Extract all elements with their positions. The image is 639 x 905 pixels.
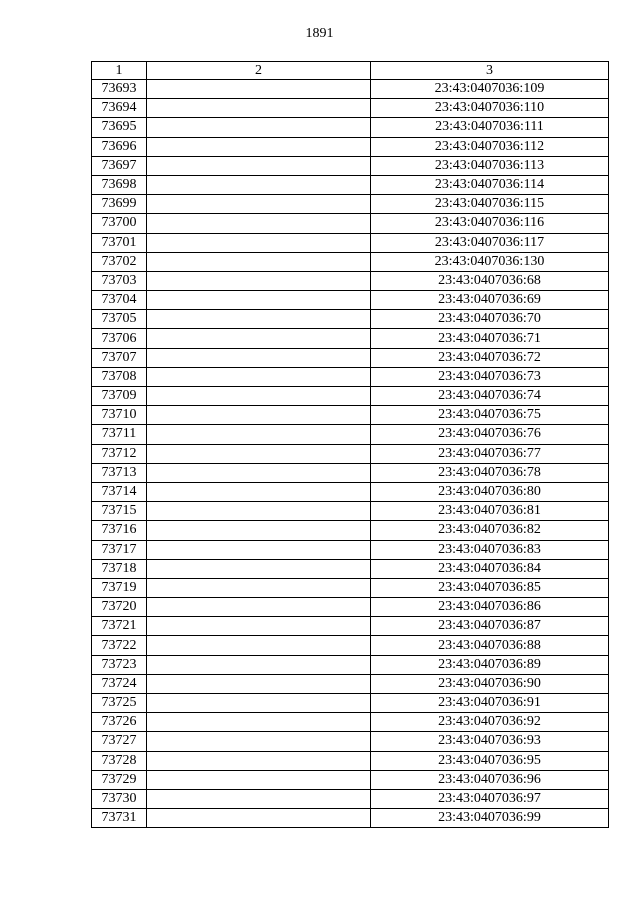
cell-cadastral-number: 23:43:0407036:113 xyxy=(371,156,609,175)
cell-column-2 xyxy=(147,809,371,828)
cell-cadastral-number: 23:43:0407036:93 xyxy=(371,732,609,751)
cell-number: 73719 xyxy=(92,578,147,597)
table-row xyxy=(92,387,609,406)
cell-cadastral-number: 23:43:0407036:83 xyxy=(371,540,609,559)
cell-number: 73724 xyxy=(92,674,147,693)
cell-cadastral-number: 23:43:0407036:74 xyxy=(371,387,609,406)
cell-number: 73696 xyxy=(92,137,147,156)
cell-number: 73726 xyxy=(92,713,147,732)
table-row xyxy=(92,367,609,386)
column-header-3: 3 xyxy=(371,62,609,80)
cell-cadastral-number: 23:43:0407036:80 xyxy=(371,482,609,501)
table-header xyxy=(92,62,609,80)
cell-column-2 xyxy=(147,195,371,214)
cell-number: 73700 xyxy=(92,214,147,233)
cell-number: 73704 xyxy=(92,291,147,310)
cell-column-2 xyxy=(147,214,371,233)
cell-cadastral-number: 23:43:0407036:78 xyxy=(371,463,609,482)
cell-column-2 xyxy=(147,694,371,713)
cell-column-2 xyxy=(147,406,371,425)
cell-column-2 xyxy=(147,482,371,501)
page-number: 1891 xyxy=(305,26,334,41)
table-row xyxy=(92,233,609,252)
cell-column-2 xyxy=(147,770,371,789)
table-row xyxy=(92,521,609,540)
cell-number: 73715 xyxy=(92,502,147,521)
cell-number: 73693 xyxy=(92,80,147,99)
cell-column-2 xyxy=(147,789,371,808)
cell-column-2 xyxy=(147,444,371,463)
cell-column-2 xyxy=(147,137,371,156)
cell-cadastral-number: 23:43:0407036:117 xyxy=(371,233,609,252)
cell-column-2 xyxy=(147,175,371,194)
cell-column-2 xyxy=(147,713,371,732)
cell-column-2 xyxy=(147,674,371,693)
cell-cadastral-number: 23:43:0407036:84 xyxy=(371,559,609,578)
table-row xyxy=(92,310,609,329)
cell-column-2 xyxy=(147,156,371,175)
cell-column-2 xyxy=(147,521,371,540)
cell-column-2 xyxy=(147,329,371,348)
cell-number: 73709 xyxy=(92,387,147,406)
cell-cadastral-number: 23:43:0407036:69 xyxy=(371,291,609,310)
cell-cadastral-number: 23:43:0407036:82 xyxy=(371,521,609,540)
table-row xyxy=(92,694,609,713)
cell-number: 73708 xyxy=(92,367,147,386)
cell-number: 73695 xyxy=(92,118,147,137)
cell-column-2 xyxy=(147,233,371,252)
cell-cadastral-number: 23:43:0407036:116 xyxy=(371,214,609,233)
table-row xyxy=(92,732,609,751)
cell-cadastral-number: 23:43:0407036:109 xyxy=(371,80,609,99)
column-header-1: 1 xyxy=(92,62,147,80)
cell-cadastral-number: 23:43:0407036:87 xyxy=(371,617,609,636)
cell-column-2 xyxy=(147,636,371,655)
cell-column-2 xyxy=(147,310,371,329)
cell-cadastral-number: 23:43:0407036:81 xyxy=(371,502,609,521)
cell-number: 73729 xyxy=(92,770,147,789)
table-row xyxy=(92,559,609,578)
cell-number: 73711 xyxy=(92,425,147,444)
table-body xyxy=(92,80,609,828)
cell-cadastral-number: 23:43:0407036:72 xyxy=(371,348,609,367)
table-row xyxy=(92,175,609,194)
cell-column-2 xyxy=(147,655,371,674)
cell-column-2 xyxy=(147,540,371,559)
table-row xyxy=(92,425,609,444)
table-row xyxy=(92,598,609,617)
table-row xyxy=(92,770,609,789)
cell-number: 73710 xyxy=(92,406,147,425)
cell-column-2 xyxy=(147,463,371,482)
cell-cadastral-number: 23:43:0407036:97 xyxy=(371,789,609,808)
cell-column-2 xyxy=(147,271,371,290)
table-row xyxy=(92,214,609,233)
table-row xyxy=(92,713,609,732)
cell-column-2 xyxy=(147,348,371,367)
cell-number: 73701 xyxy=(92,233,147,252)
table-row xyxy=(92,80,609,99)
cell-cadastral-number: 23:43:0407036:73 xyxy=(371,367,609,386)
cell-column-2 xyxy=(147,617,371,636)
table-row xyxy=(92,789,609,808)
cell-number: 73712 xyxy=(92,444,147,463)
cell-column-2 xyxy=(147,291,371,310)
cell-number: 73722 xyxy=(92,636,147,655)
cell-number: 73702 xyxy=(92,252,147,271)
table-row xyxy=(92,751,609,770)
cell-column-2 xyxy=(147,118,371,137)
cell-column-2 xyxy=(147,751,371,770)
cell-number: 73698 xyxy=(92,175,147,194)
cell-number: 73718 xyxy=(92,559,147,578)
cell-cadastral-number: 23:43:0407036:77 xyxy=(371,444,609,463)
table-row xyxy=(92,118,609,137)
cell-cadastral-number: 23:43:0407036:99 xyxy=(371,809,609,828)
data-table xyxy=(91,61,609,828)
cell-cadastral-number: 23:43:0407036:90 xyxy=(371,674,609,693)
table-row xyxy=(92,329,609,348)
table-row xyxy=(92,271,609,290)
table-row xyxy=(92,617,609,636)
cell-number: 73725 xyxy=(92,694,147,713)
cell-cadastral-number: 23:43:0407036:75 xyxy=(371,406,609,425)
cell-cadastral-number: 23:43:0407036:88 xyxy=(371,636,609,655)
table-row xyxy=(92,99,609,118)
table-row xyxy=(92,156,609,175)
cell-column-2 xyxy=(147,252,371,271)
cell-column-2 xyxy=(147,425,371,444)
table-row xyxy=(92,252,609,271)
cell-number: 73703 xyxy=(92,271,147,290)
cell-number: 73730 xyxy=(92,789,147,808)
cell-cadastral-number: 23:43:0407036:130 xyxy=(371,252,609,271)
cell-cadastral-number: 23:43:0407036:111 xyxy=(371,118,609,137)
cell-number: 73727 xyxy=(92,732,147,751)
table-row xyxy=(92,578,609,597)
cell-number: 73731 xyxy=(92,809,147,828)
cell-column-2 xyxy=(147,387,371,406)
cell-number: 73723 xyxy=(92,655,147,674)
table-row xyxy=(92,406,609,425)
cell-cadastral-number: 23:43:0407036:89 xyxy=(371,655,609,674)
table-row xyxy=(92,540,609,559)
cell-cadastral-number: 23:43:0407036:86 xyxy=(371,598,609,617)
cell-number: 73694 xyxy=(92,99,147,118)
cell-column-2 xyxy=(147,502,371,521)
cell-cadastral-number: 23:43:0407036:71 xyxy=(371,329,609,348)
cell-number: 73707 xyxy=(92,348,147,367)
table-row xyxy=(92,463,609,482)
cell-number: 73716 xyxy=(92,521,147,540)
cell-cadastral-number: 23:43:0407036:115 xyxy=(371,195,609,214)
cell-number: 73706 xyxy=(92,329,147,348)
cell-number: 73721 xyxy=(92,617,147,636)
cell-cadastral-number: 23:43:0407036:95 xyxy=(371,751,609,770)
cell-column-2 xyxy=(147,80,371,99)
header-row xyxy=(92,62,609,80)
table-row xyxy=(92,137,609,156)
table-row xyxy=(92,195,609,214)
cell-number: 73699 xyxy=(92,195,147,214)
cell-number: 73717 xyxy=(92,540,147,559)
cell-cadastral-number: 23:43:0407036:70 xyxy=(371,310,609,329)
table-row xyxy=(92,809,609,828)
cell-number: 73720 xyxy=(92,598,147,617)
table-row xyxy=(92,636,609,655)
cell-cadastral-number: 23:43:0407036:112 xyxy=(371,137,609,156)
cell-number: 73728 xyxy=(92,751,147,770)
cell-column-2 xyxy=(147,578,371,597)
cell-cadastral-number: 23:43:0407036:91 xyxy=(371,694,609,713)
cell-column-2 xyxy=(147,598,371,617)
cell-cadastral-number: 23:43:0407036:114 xyxy=(371,175,609,194)
cell-cadastral-number: 23:43:0407036:92 xyxy=(371,713,609,732)
table-row xyxy=(92,655,609,674)
cell-column-2 xyxy=(147,99,371,118)
cell-number: 73705 xyxy=(92,310,147,329)
cell-column-2 xyxy=(147,559,371,578)
cell-number: 73697 xyxy=(92,156,147,175)
cell-cadastral-number: 23:43:0407036:110 xyxy=(371,99,609,118)
cell-column-2 xyxy=(147,732,371,751)
cell-cadastral-number: 23:43:0407036:76 xyxy=(371,425,609,444)
cell-number: 73713 xyxy=(92,463,147,482)
cell-column-2 xyxy=(147,367,371,386)
table-row xyxy=(92,444,609,463)
table-row xyxy=(92,502,609,521)
table-row xyxy=(92,291,609,310)
cell-cadastral-number: 23:43:0407036:96 xyxy=(371,770,609,789)
column-header-2: 2 xyxy=(147,62,371,80)
cell-cadastral-number: 23:43:0407036:68 xyxy=(371,271,609,290)
cell-number: 73714 xyxy=(92,482,147,501)
cell-cadastral-number: 23:43:0407036:85 xyxy=(371,578,609,597)
table-row xyxy=(92,348,609,367)
table-row xyxy=(92,674,609,693)
table-row xyxy=(92,482,609,501)
